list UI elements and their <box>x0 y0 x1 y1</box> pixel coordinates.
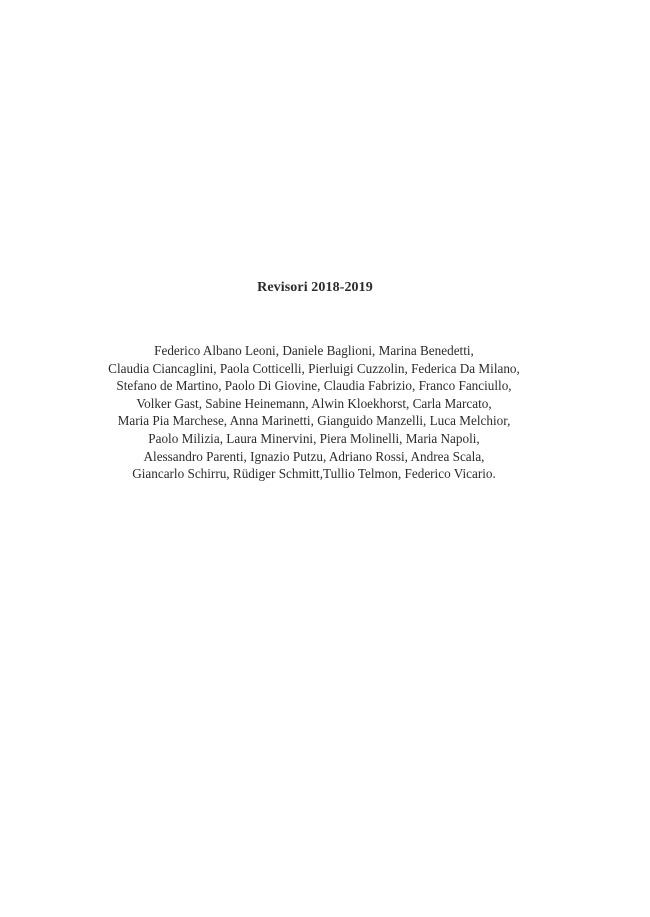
reviewer-line: Giancarlo Schirru, Rüdiger Schmitt,Tullio Telmon, Federico Vicario. <box>132 466 496 482</box>
reviewer-line: Volker Gast, Sabine Heinemann, Alwin Kloekhorst, Carla Marcato, <box>136 395 492 411</box>
reviewer-line: Paolo Milizia, Laura Minervini, Piera Molinelli, Maria Napoli, <box>148 430 480 446</box>
reviewer-line: Stefano de Martino, Paolo Di Giovine, Claudia Fabrizio, Franco Fanciullo, <box>116 378 512 394</box>
reviewer-line: Maria Pia Marchese, Anna Marinetti, Gianguido Manzelli, Luca Melchior, <box>117 413 511 429</box>
reviewer-line: Federico Albano Leoni, Daniele Baglioni, Marina Benedetti, <box>154 343 474 358</box>
reviewer-list <box>0 342 628 483</box>
reviewer-line: Claudia Ciancaglini, Paola Cotticelli, Pierluigi Cuzzolin, Federica Da Milano, <box>108 360 520 376</box>
reviewer-line: Alessandro Parenti, Ignazio Putzu, Adriano Rossi, Andrea Scala, <box>143 448 485 464</box>
page-heading: Revisori 2018-2019 <box>257 280 373 295</box>
